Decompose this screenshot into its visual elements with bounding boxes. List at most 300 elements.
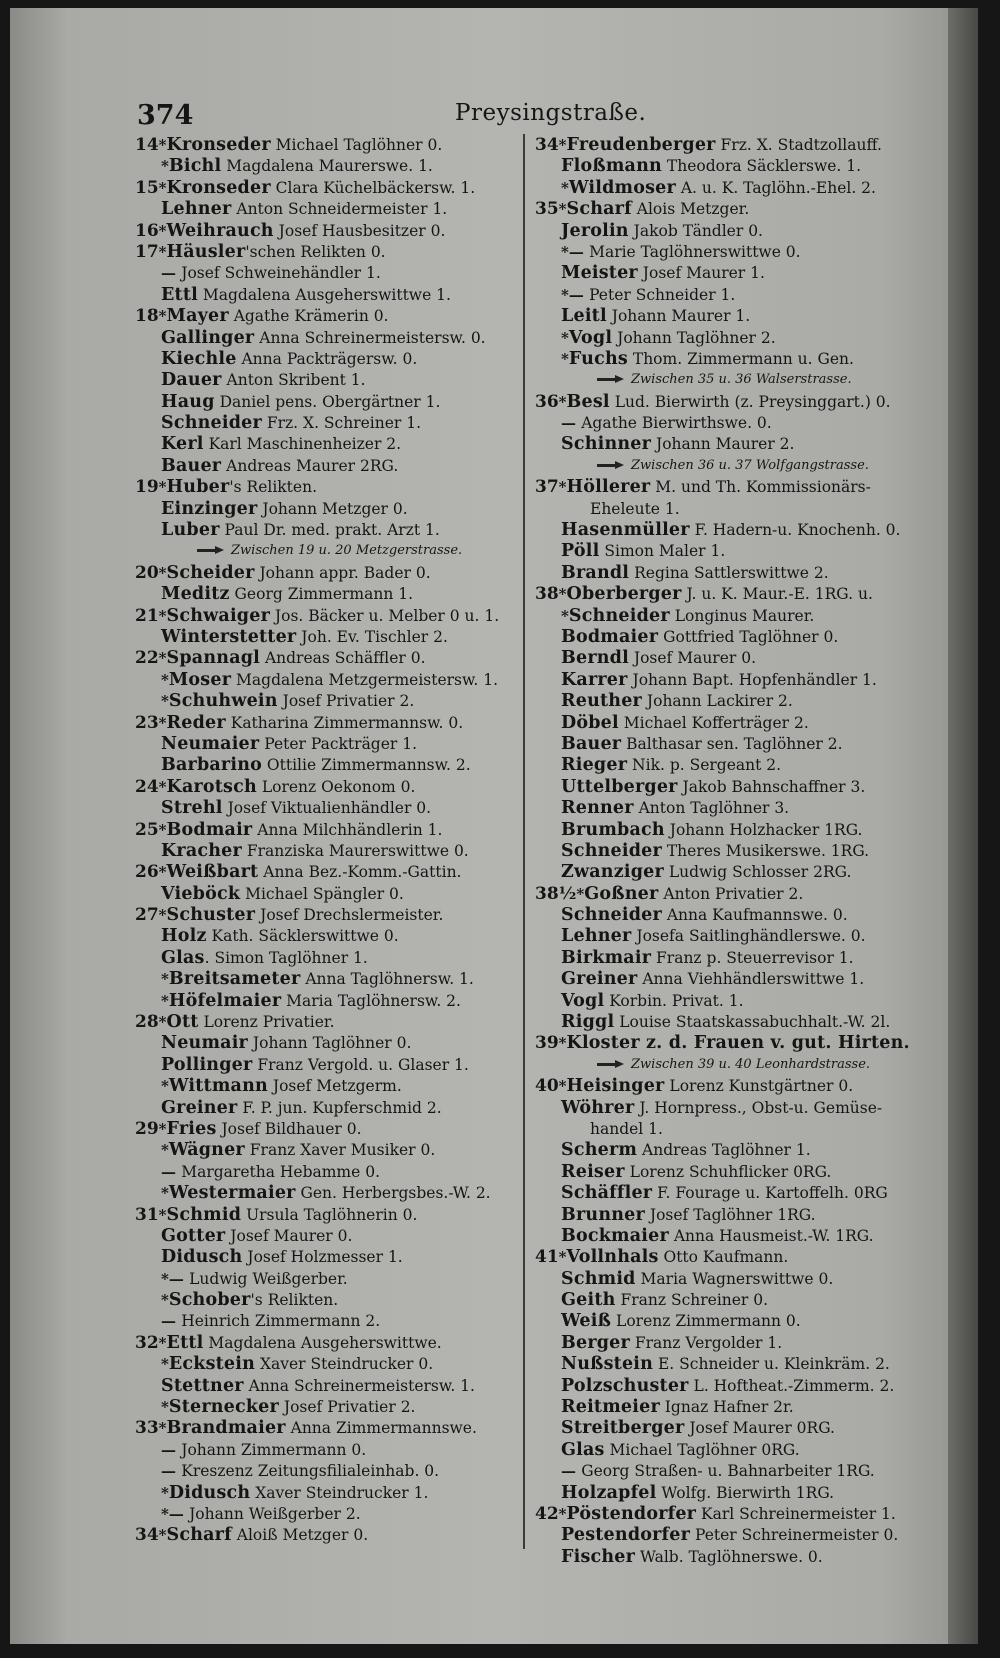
resident-details: Franz Vergold. u. Glaser 1. (252, 1055, 469, 1074)
owner-marker: * (161, 1483, 169, 1502)
owner-marker: * (561, 178, 569, 197)
directory-entry (135, 840, 547, 861)
owner-marker: * (161, 1141, 169, 1160)
directory-entry (135, 1011, 547, 1032)
house-number: 28 (135, 1012, 159, 1033)
owner-marker: * (158, 606, 167, 625)
owner-marker: * (158, 1526, 167, 1545)
directory-entry (135, 198, 547, 219)
resident-surname: Gallinger (161, 327, 255, 348)
resident-details: Andreas Schäffler 0. (260, 649, 426, 668)
resident-surname: Zwanziger (561, 862, 664, 883)
house-number: 34 (135, 1525, 159, 1546)
directory-entry (535, 1161, 947, 1182)
directory-entry (535, 1246, 947, 1267)
resident-details: Walb. Taglöhnerswe. 0. (635, 1547, 823, 1566)
resident-details: Johann Metzger 0. (257, 499, 408, 518)
resident-surname: Fischer (561, 1546, 636, 1567)
resident-surname: Polzschuster (561, 1375, 689, 1396)
directory-entry (135, 990, 547, 1011)
owner-marker: *— (161, 1269, 190, 1288)
resident-surname: Scheider (166, 562, 255, 583)
directory-entry (135, 134, 547, 155)
directory-entry (135, 1289, 547, 1310)
directory-entry (535, 797, 947, 818)
owner-marker: * (558, 1505, 567, 1523)
directory-entry (535, 327, 947, 348)
directory-entry (535, 241, 947, 262)
directory-entry (535, 1225, 947, 1246)
owner-marker: * (161, 692, 169, 711)
owner-marker: * (158, 1333, 167, 1352)
directory-entry (535, 433, 947, 454)
resident-details: Frz. X. Schreiner 1. (261, 414, 422, 433)
directory-entry (135, 220, 547, 241)
directory-entry (135, 712, 547, 733)
directory-entry (535, 1289, 947, 1310)
resident-details: Maria Wagnerswittwe 0. (635, 1269, 834, 1288)
directory-entry (135, 155, 547, 176)
resident-surname: Karrer (561, 669, 628, 690)
resident-surname: Kloster z. d. Frauen v. gut. Hirten. (566, 1033, 910, 1054)
directory-entry (135, 1268, 547, 1289)
resident-details: Anna Packträgersw. 0. (236, 349, 418, 368)
resident-details: Josef Holzmesser 1. (242, 1248, 403, 1267)
directory-entry (535, 733, 947, 754)
resident-surname: Einzinger (161, 498, 258, 519)
resident-surname: Ettl (166, 1332, 204, 1353)
resident-surname: Geith (561, 1290, 616, 1311)
book-spine-edge (948, 8, 978, 1644)
directory-entry (135, 1118, 547, 1139)
resident-details: Lorenz Zimmermann 0. (611, 1312, 801, 1331)
resident-surname: Meister (561, 263, 638, 284)
right-column (535, 134, 947, 1567)
resident-surname: Höfelmaier (168, 990, 282, 1011)
resident-details: Franz Schreiner 0. (615, 1291, 769, 1310)
resident-details: Georg Zimmermann 1. (229, 585, 414, 604)
resident-surname: Schäffler (561, 1183, 653, 1204)
directory-entry (535, 1011, 947, 1032)
directory-entry (535, 669, 947, 690)
resident-details: Frz. X. Stadtzollauff. (715, 136, 882, 154)
resident-details: 's Relikten. (250, 1291, 339, 1310)
house-number: 27 (135, 905, 159, 926)
resident-surname: Nußstein (561, 1354, 654, 1375)
entry-continuation (535, 498, 947, 519)
resident-details: Josef Bildhauer 0. (216, 1119, 362, 1138)
owner-marker: * (161, 1184, 169, 1203)
directory-entry (535, 1460, 947, 1481)
resident-surname: Schuhwein (168, 691, 278, 712)
resident-surname: Kerl (161, 434, 204, 455)
house-number: 40 (535, 1076, 559, 1097)
resident-surname: Leitl (561, 306, 607, 327)
owner-marker: * (158, 906, 167, 925)
directory-entry (135, 1460, 547, 1481)
directory-entry (535, 605, 947, 626)
directory-entry (135, 1161, 547, 1182)
owner-marker: * (558, 1077, 567, 1096)
resident-details: F. Fourage u. Kartoffelh. 0RG (652, 1184, 888, 1203)
resident-surname: Scherm (561, 1140, 638, 1161)
directory-entry (135, 1503, 547, 1524)
owner-marker: — (561, 1462, 582, 1481)
directory-entry (535, 647, 947, 668)
resident-details: L. Hoftheat.-Zimmerm. 2. (688, 1376, 895, 1395)
resident-surname: Scharf (166, 1525, 232, 1546)
resident-surname: Schneider (161, 413, 262, 434)
resident-details: A. u. K. Taglöhn.-Ehel. 2. (675, 178, 876, 197)
resident-details: Ignaz Hafner 2r. (659, 1398, 794, 1417)
house-number: 21 (135, 605, 159, 626)
resident-details: Thom. Zimmermann u. Gen. (627, 349, 854, 368)
directory-entry (535, 305, 947, 326)
directory-entry (135, 1332, 547, 1353)
owner-marker: * (158, 178, 167, 197)
resident-surname: Schneider (561, 905, 662, 926)
resident-details: Josef Privatier 2. (278, 1398, 416, 1417)
resident-surname: Vollnhals (566, 1247, 659, 1268)
pointing-hand-icon (597, 461, 625, 470)
resident-surname: Breitsameter (168, 969, 301, 990)
resident-details: Jakob Bahnschaffner 3. (677, 777, 866, 796)
resident-surname: Gotter (161, 1225, 226, 1246)
house-number: 35 (535, 199, 559, 220)
resident-details: J. Hornpress., Obst-u. Gemüse- (634, 1098, 883, 1117)
resident-details: Karl Schreinermeister 1. (696, 1505, 896, 1523)
resident-details: Peter Schreinermeister 0. (690, 1526, 899, 1545)
resident-details: Michael Spängler 0. (240, 884, 404, 903)
resident-surname: Pöll (561, 541, 600, 562)
resident-surname: Freudenberger (566, 135, 716, 155)
owner-marker: * (158, 136, 167, 154)
resident-details: Magdalena Maurerswe. 1. (221, 157, 433, 176)
resident-surname: Vogl (561, 990, 605, 1011)
directory-entry (535, 412, 947, 433)
resident-details: Johann Weißgerber 2. (189, 1505, 361, 1523)
resident-details: Peter Schneider 1. (589, 285, 736, 304)
resident-surname: Reitmeier (561, 1397, 660, 1418)
resident-surname: Riggl (561, 1012, 615, 1033)
owner-marker: * (158, 1013, 167, 1032)
resident-surname: Holzapfel (561, 1482, 657, 1503)
resident-surname: Schuster (166, 905, 256, 926)
resident-surname: Dauer (161, 370, 222, 391)
directory-entry (535, 284, 947, 305)
house-number: 17 (135, 241, 159, 262)
resident-surname: Barbarino (161, 755, 262, 776)
owner-marker: * (558, 1034, 567, 1053)
resident-details: E. Schneider u. Kleinkräm. 2. (653, 1355, 890, 1374)
resident-details: Anna Bez.-Komm.-Gattin. (258, 863, 462, 882)
owner-marker: — (161, 1440, 182, 1459)
resident-surname: Vogl (568, 327, 613, 348)
resident-surname: Weiß (561, 1311, 612, 1332)
resident-details: Aloiß Metzger 0. (231, 1526, 369, 1545)
resident-details: Margaretha Hebamme 0. (181, 1162, 381, 1181)
resident-details: J. u. K. Maur.-E. 1RG. u. (681, 585, 873, 604)
resident-details: Josef Metzgerm. (267, 1077, 402, 1096)
owner-marker: * (158, 1205, 167, 1224)
directory-entry (535, 519, 947, 540)
directory-entry (535, 1032, 947, 1053)
resident-details: Anna Zimmermannswe. (285, 1419, 477, 1438)
directory-entry (135, 455, 547, 476)
directory-entry (135, 947, 547, 968)
resident-details: Johann Taglöhner 0. (247, 1034, 412, 1053)
owner-marker: — (161, 1162, 182, 1181)
house-number: 32 (135, 1332, 159, 1353)
pointing-hand-icon (597, 1060, 625, 1069)
resident-surname: Weißbart (166, 862, 259, 883)
directory-entry (535, 1439, 947, 1460)
resident-details: Johann Zimmermann 0. (181, 1440, 367, 1459)
resident-surname: Streitberger (561, 1418, 685, 1439)
resident-surname: Brandmaier (166, 1418, 286, 1439)
directory-entry (535, 348, 947, 369)
resident-details: Ludwig Schlosser 2RG. (663, 863, 852, 882)
resident-surname: Neumair (161, 1033, 248, 1054)
resident-surname: Glas (561, 1439, 605, 1460)
pointing-hand-icon (597, 375, 625, 384)
resident-details: Franziska Maurerswittwe 0. (241, 841, 469, 860)
owner-marker: * (158, 820, 167, 839)
resident-details: Kreszenz Zeitungsfilialeinhab. 0. (181, 1462, 440, 1481)
resident-surname: Ettl (161, 284, 198, 305)
owner-marker: * (158, 242, 167, 261)
owner-marker: * (158, 1419, 167, 1438)
directory-entry (535, 1503, 947, 1524)
house-number: 23 (135, 712, 159, 733)
resident-details: Jos. Bäcker u. Melber 0 u. 1. (270, 606, 500, 625)
owner-marker: — (561, 414, 582, 433)
resident-details: Michael Taglöhner 0RG. (604, 1440, 800, 1459)
resident-surname: Glas (161, 947, 205, 968)
directory-entry (135, 498, 547, 519)
resident-details: Korbin. Privat. 1. (604, 991, 744, 1010)
house-number: 39 (535, 1033, 559, 1054)
resident-details: Lorenz Schuhflicker 0RG. (624, 1162, 832, 1181)
resident-surname: Mayer (166, 306, 229, 327)
owner-marker: * (558, 478, 567, 497)
note-text: Zwischen 39 u. 40 Leonhardstrasse. (631, 1056, 871, 1072)
directory-entry (135, 391, 547, 412)
note-text: Zwischen 19 u. 20 Metzgerstrasse. (231, 543, 463, 559)
resident-details: Magdalena Metzgermeistersw. 1. (231, 670, 499, 689)
directory-entry (135, 1375, 547, 1396)
directory-entry (535, 1182, 947, 1203)
directory-entry (135, 819, 547, 840)
directory-entry (135, 626, 547, 647)
resident-surname: Scharf (566, 199, 632, 220)
owner-marker: * (158, 1119, 167, 1138)
resident-details: Magdalena Ausgeherswittwe. (203, 1333, 442, 1352)
resident-details: Wolfg. Bierwirth 1RG. (656, 1483, 835, 1502)
house-number: 25 (135, 819, 159, 840)
resident-surname: Birkmair (561, 947, 652, 968)
directory-entry (535, 861, 947, 882)
resident-surname: Didusch (161, 1247, 243, 1268)
directory-entry (535, 1546, 947, 1567)
owner-marker: * (161, 991, 169, 1010)
resident-surname: Pollinger (161, 1054, 253, 1075)
resident-surname: Höllerer (566, 477, 651, 498)
resident-surname: Weihrauch (166, 220, 274, 241)
directory-entry (535, 840, 947, 861)
directory-entry (535, 1482, 947, 1503)
resident-surname: Schmid (166, 1204, 242, 1225)
resident-surname: Greiner (561, 969, 638, 990)
owner-marker: * (561, 349, 569, 368)
resident-details: Josef Schweinehändler 1. (181, 264, 381, 283)
resident-surname: Westermaier (168, 1183, 296, 1204)
directory-entry (535, 1097, 947, 1118)
resident-details: Josef Viktualienhändler 0. (222, 799, 432, 818)
resident-details: Andreas Taglöhner 1. (637, 1141, 811, 1160)
owner-marker: * (158, 649, 167, 668)
resident-details: Anna Schreinermeistersw. 1. (243, 1376, 475, 1395)
resident-surname: Kiechle (161, 348, 237, 369)
resident-details: Anton Skribent 1. (221, 371, 366, 390)
resident-surname: Bodmair (166, 819, 253, 840)
resident-details: Josef Hausbesitzer 0. (273, 221, 446, 240)
directory-entry (135, 562, 547, 583)
directory-entry (135, 305, 547, 326)
resident-details: Johann Holzhacker 1RG. (664, 820, 863, 839)
directory-entry (135, 1439, 547, 1460)
resident-details: Lorenz Kunstgärtner 0. (664, 1077, 854, 1096)
directory-entry (135, 754, 547, 775)
owner-marker: * (158, 863, 167, 882)
resident-details: Lorenz Privatier. (198, 1013, 335, 1032)
owner-marker: * (158, 563, 167, 582)
directory-entry (535, 1268, 947, 1289)
resident-details: Balthasar sen. Taglöhner 2. (621, 734, 843, 753)
directory-entry (535, 1375, 947, 1396)
entry-continuation-text: Eheleute 1. (590, 499, 680, 518)
resident-details: Josefa Saitlinghändlerswe. 0. (631, 927, 866, 946)
resident-details: Simon Maler 1. (599, 542, 726, 561)
resident-surname: Reuther (561, 691, 642, 712)
resident-surname: Pestendorfer (561, 1525, 691, 1546)
directory-entry (135, 904, 547, 925)
resident-surname: Schneider (568, 605, 670, 626)
owner-marker: * (161, 1355, 169, 1374)
directory-entry (535, 177, 947, 198)
directory-entry (535, 1524, 947, 1545)
resident-surname: Rieger (561, 755, 628, 776)
directory-entry (135, 1139, 547, 1160)
directory-entry (135, 776, 547, 797)
directory-entry (135, 1204, 547, 1225)
resident-surname: Wildmoser (568, 177, 676, 198)
resident-details: Ottilie Zimmermannsw. 2. (262, 756, 471, 775)
directory-entry (535, 583, 947, 604)
directory-entry (535, 925, 947, 946)
resident-surname: Brunner (561, 1204, 645, 1225)
resident-details: Johann Taglöhner 2. (612, 328, 776, 347)
owner-marker: * (161, 1077, 169, 1096)
owner-marker: * (161, 670, 169, 689)
resident-details: Franz Vergolder 1. (629, 1333, 783, 1352)
resident-surname: Fries (166, 1118, 217, 1139)
resident-details: Heinrich Zimmermann 2. (181, 1312, 381, 1331)
resident-surname: Moser (168, 669, 232, 690)
owner-marker: * (576, 884, 585, 903)
directory-entry (535, 262, 947, 283)
note-text: Zwischen 35 u. 36 Walserstrasse. (631, 372, 852, 388)
resident-details: Franz p. Steuerrevisor 1. (651, 948, 854, 967)
resident-details: Anna Taglöhnersw. 1. (300, 970, 474, 989)
resident-surname: Winterstetter (161, 626, 297, 647)
street-crossing-note (135, 540, 547, 561)
resident-details: Michael Taglöhner 0. (270, 136, 443, 154)
resident-details: Ludwig Weißgerber. (189, 1269, 348, 1288)
resident-details: Daniel pens. Obergärtner 1. (214, 392, 441, 411)
directory-entry (535, 776, 947, 797)
resident-details: Johann Lackirer 2. (641, 692, 793, 711)
owner-marker: — (161, 264, 182, 283)
owner-marker: * (558, 200, 567, 219)
resident-details: Franz Xaver Musiker 0. (244, 1141, 436, 1160)
resident-details: Josef Maurer 0RG. (684, 1419, 835, 1438)
directory-entry (535, 819, 947, 840)
house-number: 26 (135, 862, 159, 883)
directory-entry (135, 925, 547, 946)
directory-entry (135, 797, 547, 818)
resident-surname: Berndl (561, 648, 629, 669)
resident-details: Ursula Taglöhnerin 0. (241, 1205, 418, 1224)
resident-details: Josef Maurer 0. (225, 1226, 353, 1245)
house-number: 41 (535, 1247, 559, 1268)
directory-entry (535, 1310, 947, 1331)
resident-surname: Ott (166, 1012, 199, 1033)
resident-details: Anton Taglöhner 3. (633, 799, 790, 818)
directory-entry (135, 241, 547, 262)
resident-surname: Lehner (161, 199, 232, 220)
resident-details: 's Relikten. (229, 478, 317, 497)
resident-details: Josef Privatier 2. (277, 692, 415, 711)
directory-entry (135, 605, 547, 626)
directory-entry (535, 1332, 947, 1353)
owner-marker: * (561, 328, 569, 347)
resident-surname: Berger (561, 1332, 630, 1353)
house-number: 31 (135, 1204, 159, 1225)
resident-details: Josef Maurer 0. (628, 649, 757, 668)
directory-entry (135, 327, 547, 348)
resident-surname: Lehner (561, 926, 632, 947)
resident-surname: Fuchs (568, 348, 628, 369)
directory-entry (135, 1417, 547, 1438)
resident-surname: Schinner (561, 434, 652, 455)
resident-details: Katharina Zimmermannsw. 0. (225, 713, 464, 732)
resident-details: Longinus Maurer. (669, 606, 815, 625)
resident-surname: Hasenmüller (561, 520, 690, 541)
owner-marker: — (161, 1312, 182, 1331)
owner-marker: * (161, 970, 169, 989)
resident-details: M. und Th. Kommissionärs- (650, 478, 871, 497)
resident-surname: Bodmaier (561, 626, 659, 647)
resident-surname: Besl (566, 391, 610, 412)
resident-surname: Kracher (161, 840, 242, 861)
directory-entry (535, 198, 947, 219)
owner-marker: * (158, 478, 167, 497)
directory-entry (135, 177, 547, 198)
house-number: 29 (135, 1118, 159, 1139)
entry-continuation (535, 1118, 947, 1139)
directory-entry (535, 690, 947, 711)
